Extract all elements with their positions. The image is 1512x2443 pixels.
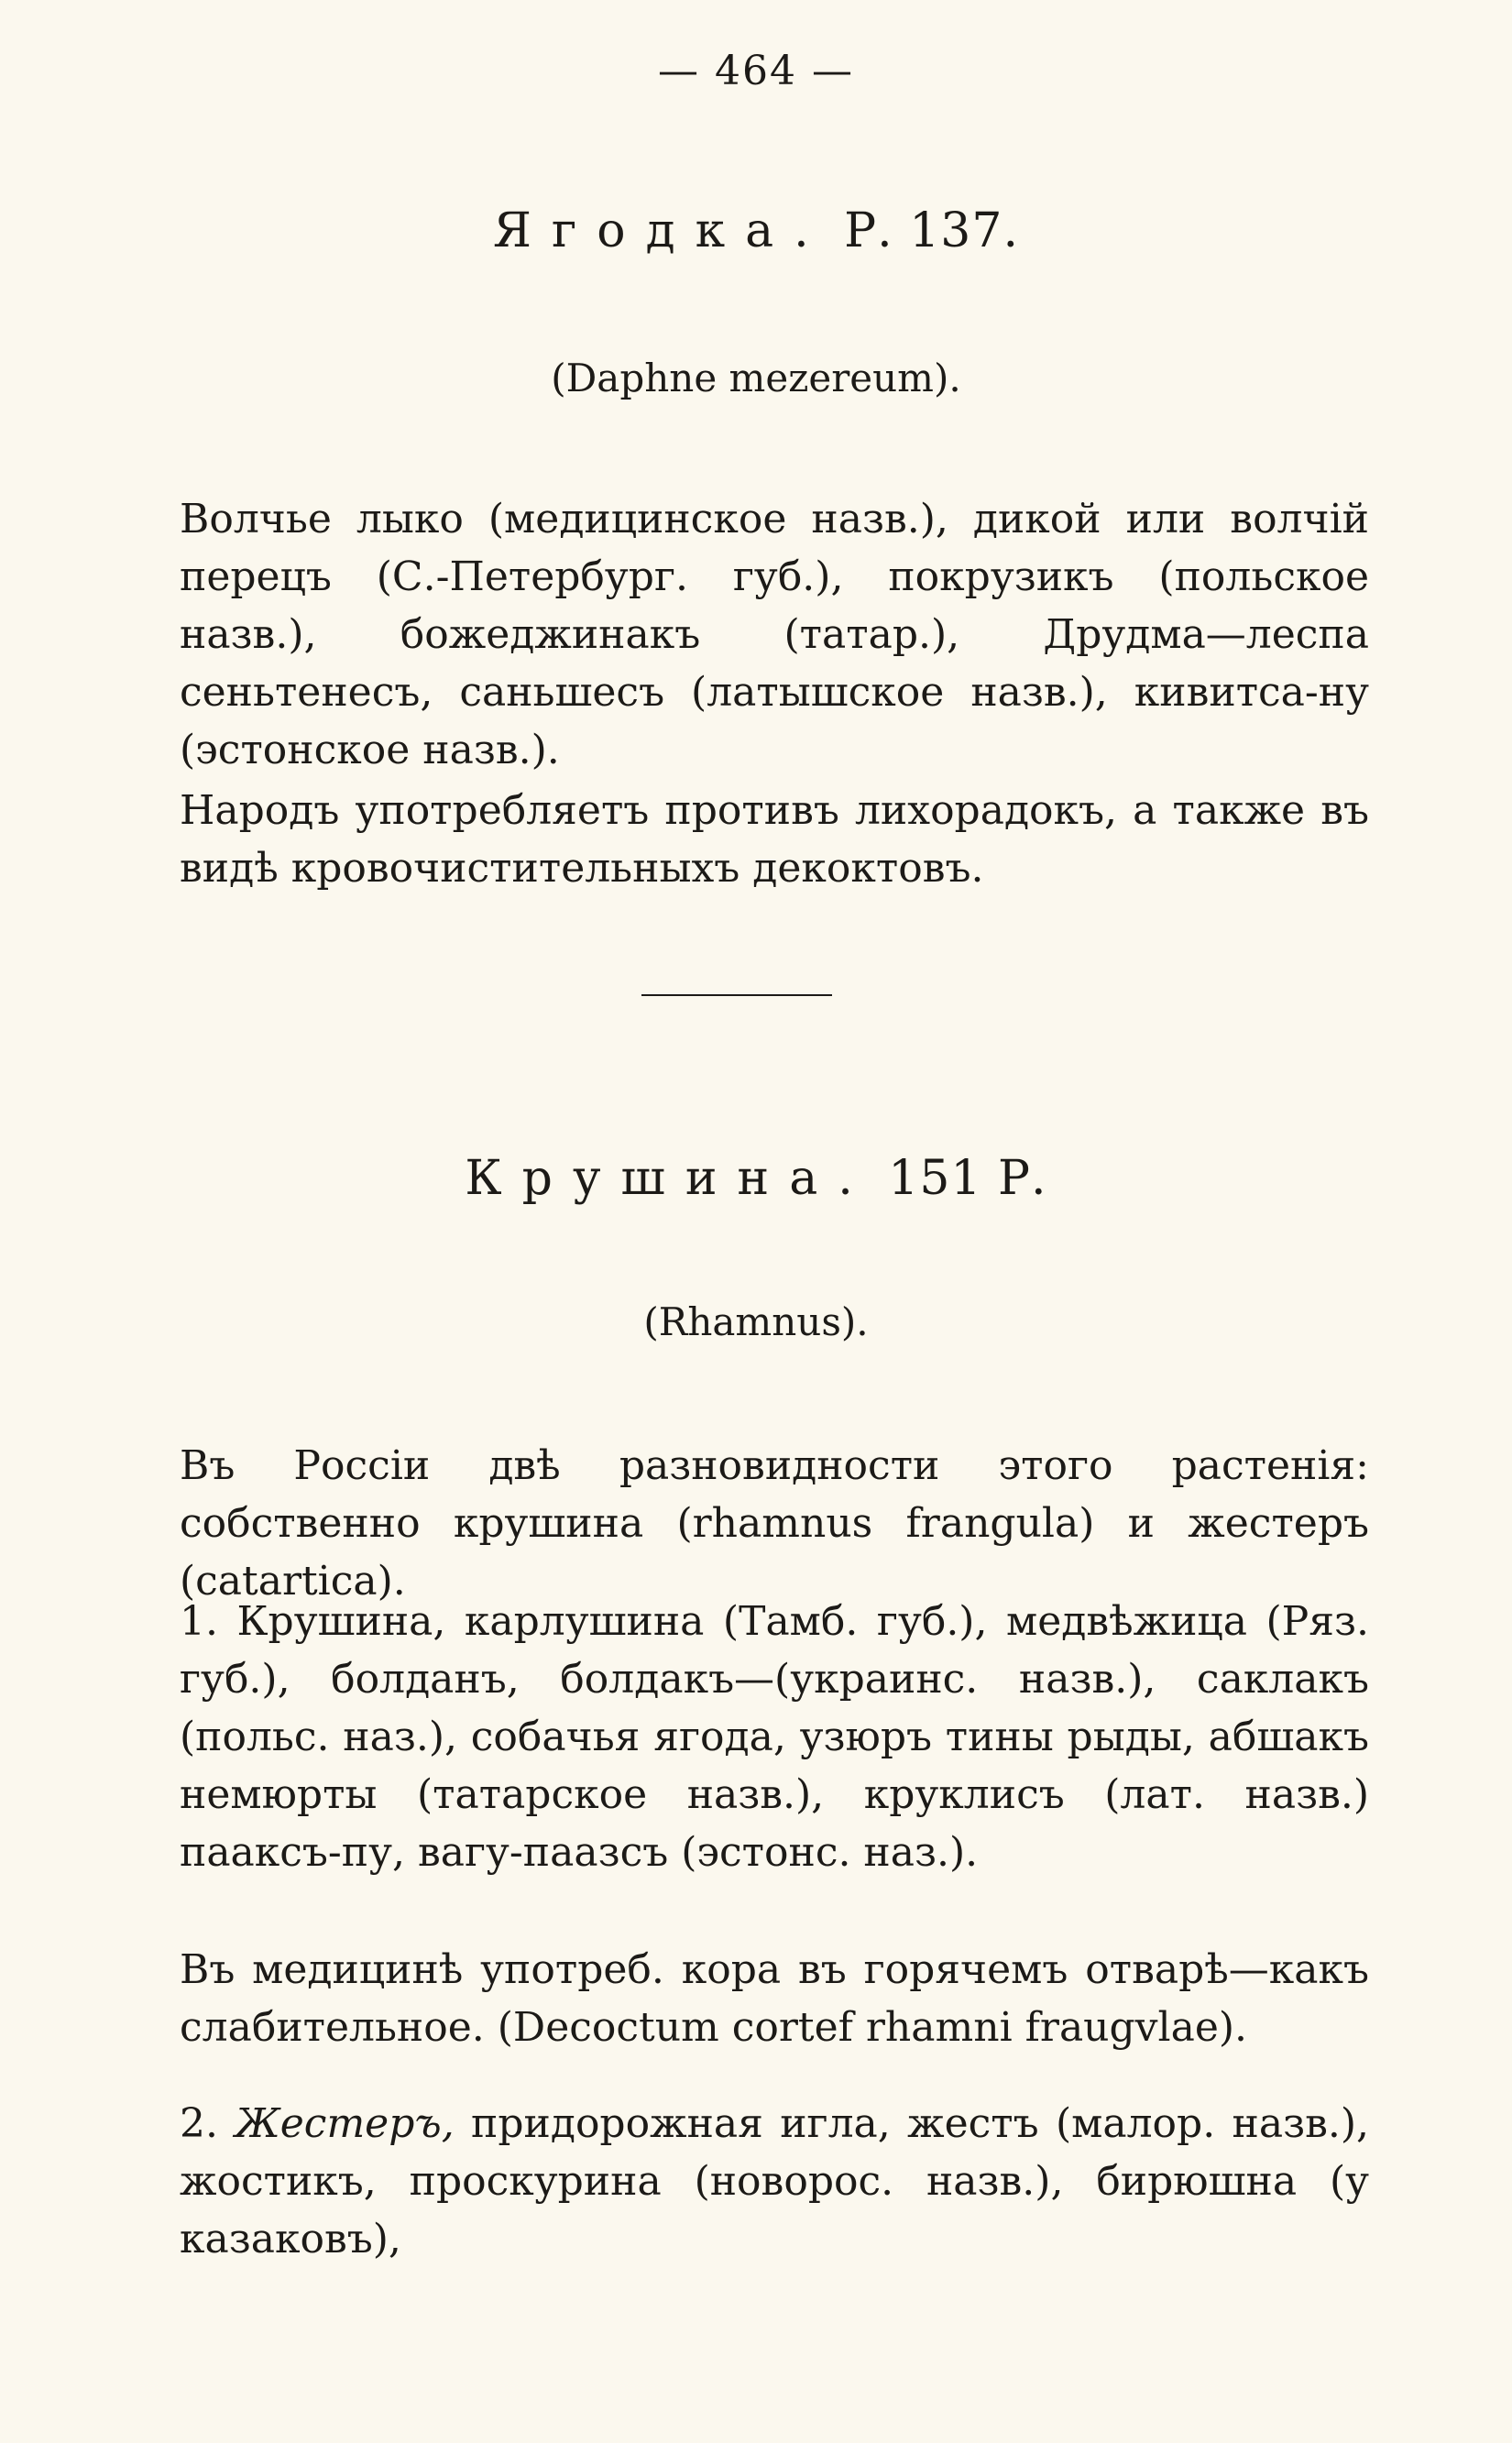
section-title-name: Крушина. bbox=[465, 1151, 873, 1206]
section2-medicine bbox=[180, 1941, 1369, 2056]
page-number: — 464 — bbox=[658, 48, 854, 94]
item-name: Жестеръ, bbox=[235, 2100, 455, 2147]
paragraph bbox=[180, 2095, 1369, 2268]
section-title-ref: 151 Р. bbox=[888, 1151, 1047, 1206]
paragraph: Въ Россіи двѣ разновидности этого растенія: собственно крушина (rhamnus frangula) и жестеръ (catartica). bbox=[180, 1442, 1369, 1605]
latin-name-daphne: (Daphne mezereum). bbox=[551, 356, 961, 400]
section2-item-2 bbox=[180, 2095, 1369, 2268]
section1-body-2 bbox=[180, 782, 1369, 897]
item-text: придорожная игла, жестъ (малор. назв.), жостикъ, проскурина (новорос. назв.), бирюшна (у казаковъ), bbox=[180, 2100, 1369, 2262]
section-title-name: Ягодка. bbox=[493, 203, 829, 258]
paragraph: Волчье лыко (медицинское назв.), дикой или волчій перецъ (С.-Петербург. губ.), покрузикъ (польское назв.), божеджинакъ (татар.), Друдма—леспа сеньтенесъ, саньшесъ (латышское назв.), кивитса-ну (эстонское назв.). bbox=[180, 496, 1369, 773]
section2-intro bbox=[180, 1437, 1369, 1610]
latin-name-rhamnus: (Rhamnus). bbox=[643, 1299, 869, 1344]
paragraph: Въ медицинѣ употреб. кора въ горячемъ отварѣ—какъ слабительное. (Decoctum cortef rhamni fraugvlae). bbox=[180, 1946, 1369, 2051]
section-title-yagodka bbox=[0, 203, 1512, 258]
paragraph: Народъ употребляетъ противъ лихорадокъ, а также въ видѣ кровочистительныхъ декоктовъ. bbox=[180, 787, 1369, 892]
section1-body bbox=[180, 490, 1369, 779]
section-title-krushina bbox=[0, 1151, 1512, 1206]
section-divider bbox=[641, 994, 832, 996]
section-title-ref: Р. 137. bbox=[844, 203, 1019, 258]
paragraph: 1. Крушина, карлушина (Тамб. губ.), медвѣжица (Ряз. губ.), болданъ, болдакъ—(украинс. назв.), саклакъ (польс. наз.), собачья ягода, узюръ тины рыды, абшакъ немюрты (татарское назв.), круклисъ (лат. назв.) пааксъ-пу, вагу-паазсъ (эстонс. наз.). bbox=[180, 1598, 1369, 1876]
item-number: 2. bbox=[180, 2100, 236, 2147]
section2-item-1 bbox=[180, 1593, 1369, 1881]
